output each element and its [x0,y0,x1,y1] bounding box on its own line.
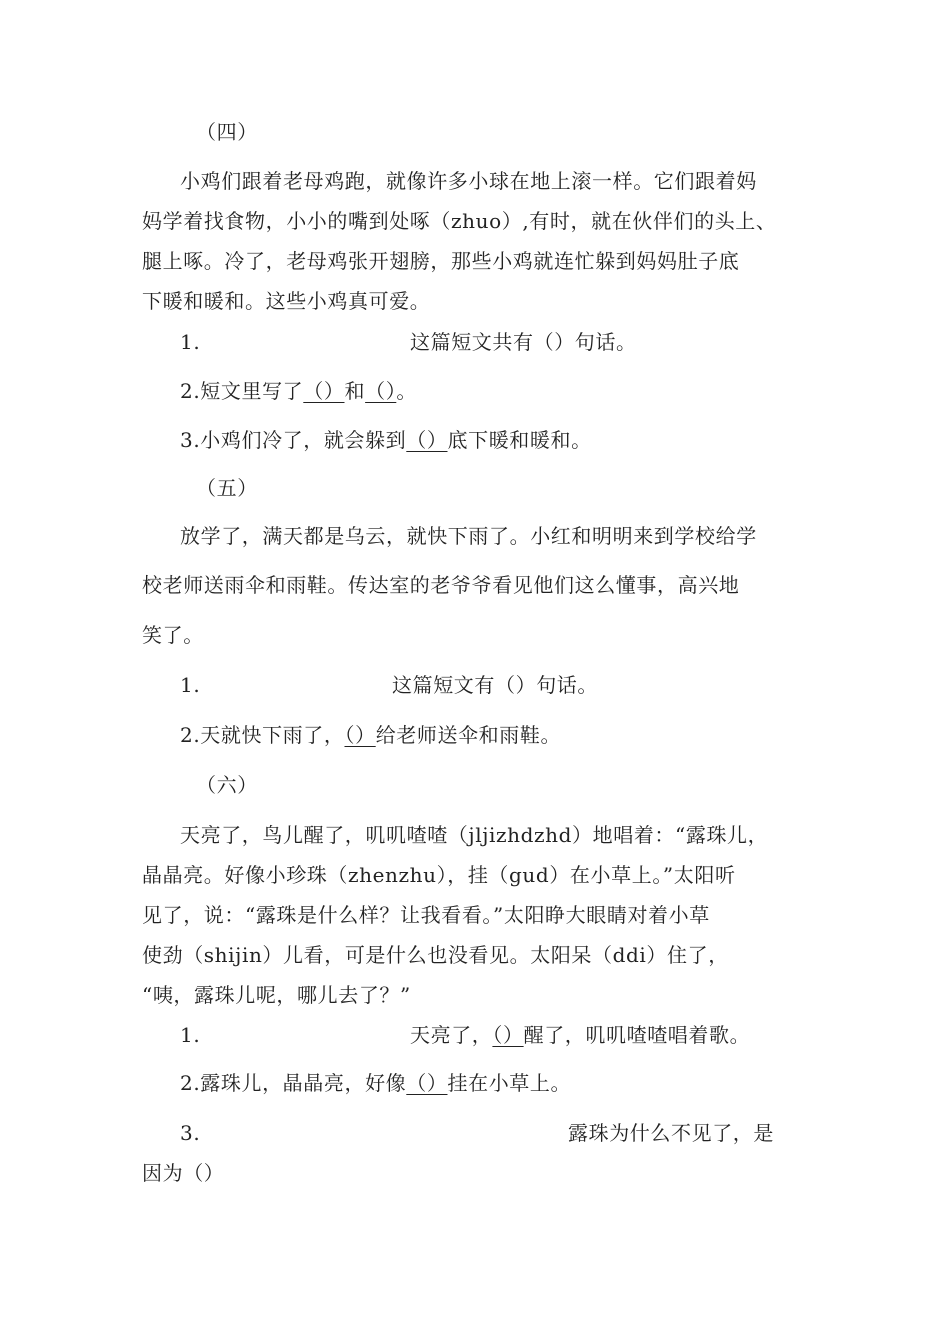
section-4-question-1-text: 这篇短文共有（）句话。 [410,330,637,354]
section-4-question-3: 3.小鸡们冷了，就会躲到（）底下暖和暖和。 [180,428,592,452]
answer-blank: （） [344,723,376,747]
section-4-passage-line-2: 妈学着找食物，小小的嘴到处啄（zhuo）,有时，就在伙伴们的头上、 [142,209,777,233]
answer-blank: （） [406,428,448,452]
answer-blank: （） [406,1071,448,1095]
answer-blank: （） [303,379,345,403]
section-6-passage-line-5: “咦，露珠儿呢，哪儿去了？” [142,983,411,1007]
section-5-passage-line-3: 笑了。 [142,623,204,647]
section-4-heading: （四） [196,120,258,144]
section-6-passage-line-2: 晶晶亮。好像小珍珠（zhenzhu），挂（gud）在小草上。”太阳听 [142,863,736,887]
section-4-passage-line-1: 小鸡们跟着老母鸡跑，就像许多小球在地上滚一样。它们跟着妈 [180,169,757,193]
section-4-passage-line-4: 下暖和暖和。这些小鸡真可爱。 [142,289,431,313]
section-5-question-2: 2.天就快下雨了，（）给老师送伞和雨鞋。 [180,723,562,747]
section-6-question-1-text: 天亮了，（）醒了，叽叽喳喳唱着歌。 [410,1023,751,1047]
section-6-question-1-number: 1. [180,1023,201,1047]
section-6-heading: （六） [196,773,258,797]
section-5-question-1-text: 这篇短文有（）句话。 [392,673,598,697]
section-6-passage-line-1: 天亮了，鸟儿醒了，叽叽喳喳（jljizhdzhd）地唱着：“露珠儿， [180,823,769,847]
section-5-question-1-number: 1. [180,673,201,697]
section-5-passage-line-1: 放学了，满天都是乌云，就快下雨了。小红和明明来到学校给学 [180,524,757,548]
answer-blank: （） [492,1023,524,1047]
section-5-heading: （五） [196,476,258,500]
section-4-passage-line-3: 腿上啄。冷了，老母鸡张开翅膀，那些小鸡就连忙躲到妈妈肚子底 [142,249,740,273]
section-6-question-3-continuation: 因为（） [142,1161,225,1185]
section-6-question-2: 2.露珠儿，晶晶亮，好像（）挂在小草上。 [180,1071,572,1095]
section-6-question-3-number: 3. [180,1121,201,1145]
section-4-question-1-number: 1. [180,330,201,354]
section-6-passage-line-3: 见了，说：“露珠是什么样？让我看看。”太阳睁大眼睛对着小草 [142,903,710,927]
section-5-passage-line-2: 校老师送雨伞和雨鞋。传达室的老爷爷看见他们这么懂事，高兴地 [142,573,740,597]
section-6-passage-line-4: 使劲（shijin）儿看，可是什么也没看见。太阳呆（ddi）住了， [142,943,729,967]
section-4-question-2: 2.短文里写了（）和（）。 [180,379,417,403]
section-6-question-3-text: 露珠为什么不见了，是 [568,1121,774,1145]
answer-blank: （） [365,379,397,403]
